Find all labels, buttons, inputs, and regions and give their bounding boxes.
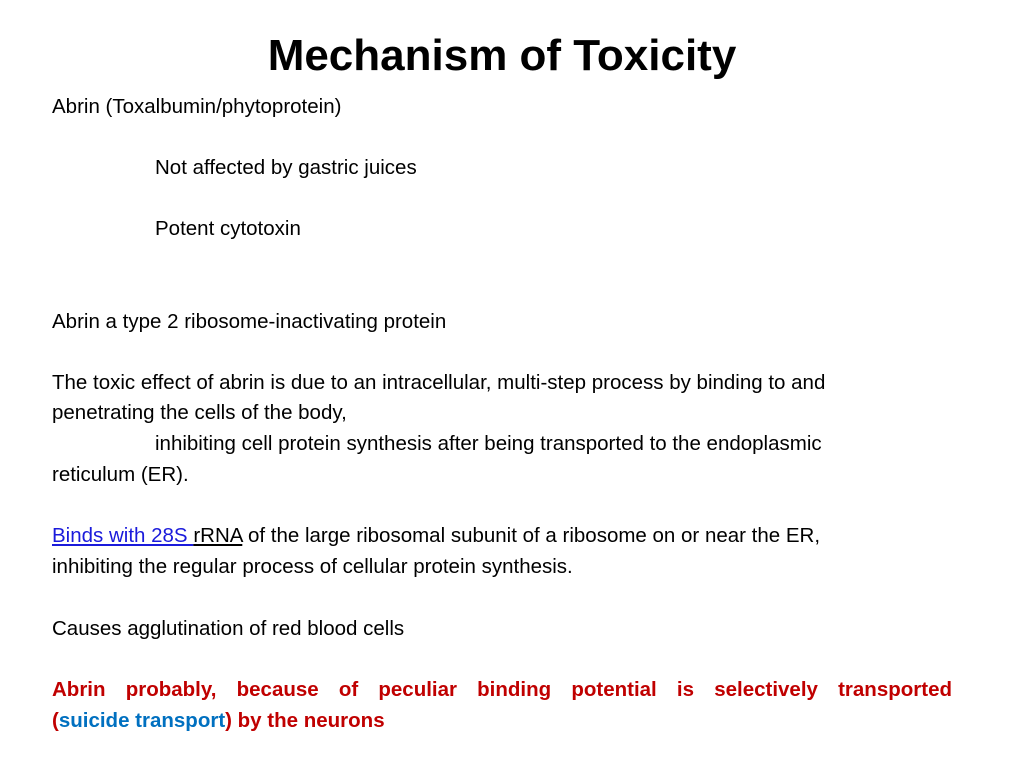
by-the-neurons: ) by the neurons <box>225 709 385 732</box>
text-line-gastric-juices: Not affected by gastric juices <box>155 156 417 179</box>
text-line-reticulum: reticulum (ER). <box>52 463 189 486</box>
text-line-agglutination: Causes agglutination of red blood cells <box>52 617 405 640</box>
text-line-toxic-effect: The toxic effect of abrin is due to an intracellular, multi-step process by binding to and <box>52 371 826 394</box>
binds-with-28s-link[interactable]: Binds with 28S <box>52 524 194 547</box>
text-line-suicide-transport <box>52 706 385 737</box>
text-line-potent-cytotoxin: Potent cytotoxin <box>155 217 301 240</box>
text-line-abrin-toxalbumin: Abrin (Toxalbumin/phytoprotein) <box>52 95 342 118</box>
rrna-term: rRNA <box>193 524 243 547</box>
text-line-type2-rip: Abrin a type 2 ribosome-inactivating protein <box>52 310 447 333</box>
paren-open: ( <box>52 709 59 732</box>
text-line-abrin-probably: Abrin probably, because of peculiar binding potential is selectively transported <box>52 678 952 701</box>
slide-title: Mechanism of Toxicity <box>267 31 737 80</box>
text-line-penetrating: penetrating the cells of the body, <box>52 401 347 424</box>
text-line-inhibiting-synthesis: inhibiting cell protein synthesis after being transported to the endoplasmic <box>155 432 822 455</box>
binds-rest: of the large ribosomal subunit of a ribosome on or near the ER, <box>242 524 821 547</box>
text-line-binds-28s <box>52 521 820 552</box>
suicide-transport-term: suicide transport <box>58 709 226 732</box>
text-line-inhibiting-regular: inhibiting the regular process of cellular protein synthesis. <box>52 555 573 578</box>
